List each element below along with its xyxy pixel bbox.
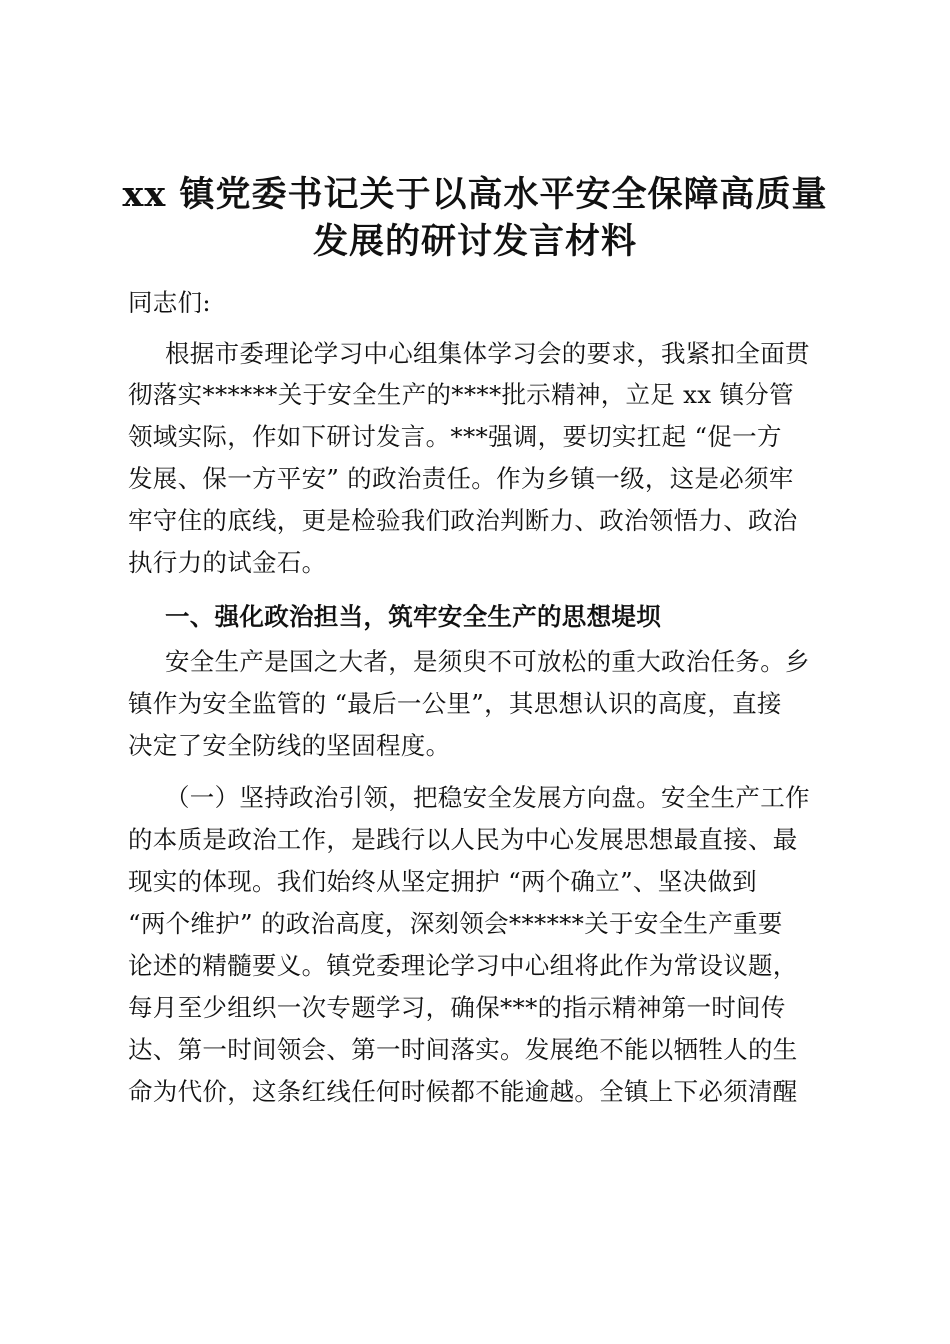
- paragraph-line: “两个维护” 的政治高度，深刻领会******关于安全生产重要: [128, 909, 783, 938]
- document-title-line-1: xx 镇党委书记关于以高水平安全保障高质量: [122, 174, 828, 215]
- paragraph-line: 每月至少组织一次专题学习，确保***的指示精神第一时间传: [128, 993, 786, 1022]
- paragraph-line: （一）坚持政治引领，把稳安全发展方向盘。安全生产工作: [165, 783, 810, 812]
- paragraph-line: 执行力的试金石。: [128, 548, 327, 577]
- section-heading: 一、强化政治担当，筑牢安全生产的思想堤坝: [165, 602, 661, 631]
- paragraph-line: 根据市委理论学习中心组集体学习会的要求，我紧扣全面贯: [165, 339, 810, 368]
- document-title-line-2: 发展的研讨发言材料: [312, 221, 637, 262]
- paragraph-line: 论述的精髓要义。镇党委理论学习中心组将此作为常设议题，: [128, 951, 798, 980]
- paragraph-line: 镇作为安全监管的 “最后一公里”，其思想认识的高度，直接: [128, 689, 782, 718]
- paragraph-line: 安全生产是国之大者，是须臾不可放松的重大政治任务。乡: [165, 647, 810, 676]
- paragraph-line: 的本质是政治工作，是践行以人民为中心发展思想最直接、最: [128, 825, 798, 854]
- paragraph-line: 彻落实******关于安全生产的****批示精神，立足 xx 镇分管: [128, 380, 794, 409]
- paragraph-line: 达、第一时间领会、第一时间落实。发展绝不能以牺牲人的生: [128, 1035, 798, 1064]
- paragraph-line: 发展、保一方平安” 的政治责任。作为乡镇一级，这是必须牢: [128, 464, 794, 493]
- paragraph-line: 领域实际，作如下研讨发言。***强调，要切实扛起 “促一方: [128, 422, 782, 451]
- paragraph-line: 牢守住的底线，更是检验我们政治判断力、政治领悟力、政治: [128, 506, 798, 535]
- paragraph-line: 命为代价，这条红线任何时候都不能逾越。全镇上下必须清醒: [128, 1077, 798, 1106]
- paragraph-line: 决定了安全防线的坚固程度。: [128, 731, 451, 760]
- salutation: 同志们:: [128, 288, 211, 317]
- paragraph-line: 现实的体现。我们始终从坚定拥护 “两个确立”、坚决做到: [128, 867, 757, 896]
